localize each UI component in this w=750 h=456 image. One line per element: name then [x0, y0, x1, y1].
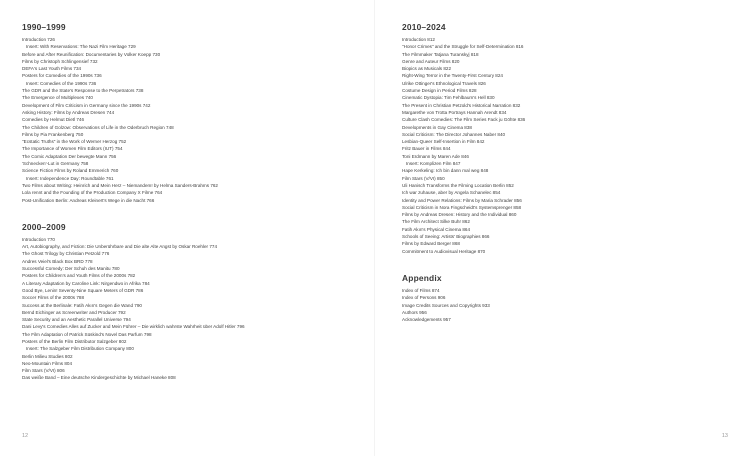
toc-entry: Lola rennt and the Founding of the Production Company X Filme 764	[22, 190, 163, 196]
toc-section	[402, 273, 634, 323]
toc-entry: Good Bye, Lenin! Seventy-Nine Square Meters of GDR 786	[22, 287, 144, 293]
toc-entry: Films by Pia Frankenberg 750	[22, 131, 84, 137]
section-title: 2000–2009	[22, 221, 66, 232]
toc-entry: Comedies by Helmut Dietl 746	[22, 117, 85, 123]
toc-entry: The Comic Adaptation Der bewegte Mann 756	[22, 153, 117, 159]
toc-entry: "Honor Crimes" and the Struggle for Self-Determination 816	[402, 44, 524, 50]
toc-entry: Uli Hanisch Transforms the Filming Location Berlin 852	[402, 182, 514, 188]
toc-section	[22, 222, 254, 382]
toc-entry: Image Credits Sources and Copyrights 933	[402, 302, 490, 308]
toc-entry-list	[22, 236, 254, 382]
toc-insert-entry: Insert: Comedies of the 1990s 736	[26, 80, 97, 86]
right-toc-column	[402, 22, 634, 341]
toc-entry: Acknowledgements 957	[402, 317, 451, 323]
toc-entry: Developments in Gay Cinema 838	[402, 124, 472, 130]
toc-entry: The Importance of Women Film Editors (IUT) 754	[22, 146, 123, 152]
toc-entry: Development of Film Criticism in Germany since the 1990s 742	[22, 102, 151, 108]
toc-entry: Costume Design in Period Films 828	[402, 88, 477, 94]
toc-entry: The Filmmaker Tatjana Turanskyj 818	[402, 51, 479, 57]
toc-entry: The Film Adaptation of Patrick Süskind's Novel Das Parfum 798	[22, 331, 152, 337]
toc-entry: Post-Unification Berlin: Andreas Kleinert's Wege in die Nacht 766	[22, 197, 155, 203]
section-title: 2010–2024	[402, 22, 446, 32]
toc-insert-entry: Insert: The Salzgeber Film Distribution Company 800	[26, 346, 134, 352]
toc-entry: Commitment to Audiovisual Heritage 870	[402, 248, 486, 254]
toc-entry: Schools of Seeing: Artists' Biographies 866	[402, 234, 490, 240]
toc-entry: Dani Levy's Comedies Alles auf Zucker and Mein Führer – Die wirklich wahrste Wahrheit über Adolf Hitler 796	[22, 324, 245, 330]
toc-entry: The Emergence of Multiplexes 740	[22, 95, 93, 101]
toc-section	[402, 22, 634, 255]
page-number-left: 12	[22, 433, 29, 439]
toc-entry: Posters for Children's and Youth Films of the 2000s 782	[22, 273, 136, 279]
section-title: 1990–1999	[22, 22, 66, 32]
toc-entry: Film Stars (V/VI) 806	[22, 368, 65, 374]
toc-entry: Toni Erdmann by Maren Ade 846	[402, 153, 469, 159]
toc-entry: Ulrike Ottinger's Ethnological Travels 826	[402, 80, 486, 86]
toc-section	[22, 22, 254, 204]
toc-entry: Andres Veiel's Black Box BRD 778	[22, 258, 93, 264]
left-toc-column	[22, 22, 254, 400]
toc-entry: The Children of Golzow: Observations of Life in the Oderbruch Region 748	[22, 124, 174, 130]
toc-entry: Success at the Berlinale: Fatih Akın's Gegen die Wand 790	[22, 302, 142, 308]
toc-entry: Identity and Power Relations: Films by Maria Schrader 856	[402, 197, 522, 203]
toc-entry: Bernd Eichinger as Screenwriter and Producer 792	[22, 309, 126, 315]
toc-entry: The Ghost Trilogy by Christian Petzold 776	[22, 251, 110, 257]
toc-entry: Berlin Milieu Studies 802	[22, 353, 73, 359]
toc-entry: Fatih Akın's Physical Cinema 864	[402, 226, 471, 232]
toc-entry: DEFA's Last Youth Films 734	[22, 66, 82, 72]
toc-entry: Before and After Reunification: Documentaries by Volker Koepp 730	[22, 51, 161, 57]
toc-entry: Genre and Auteur Films 820	[402, 58, 460, 64]
toc-insert-entry: Insert: Independence Day: Roundtable 761	[26, 175, 114, 181]
toc-entry: The Film Architect Silke Buhr 862	[402, 219, 470, 225]
toc-entry: Films by Christoph Schlingensief 732	[22, 58, 98, 64]
toc-entry: Science Fiction Films by Roland Emmerich 760	[22, 168, 119, 174]
toc-entry: Introduction 726	[22, 37, 55, 42]
toc-entry: State Security and an Aesthetic Parallel Universe 794	[22, 317, 131, 323]
toc-entry: Two Films about Writing: Heinrich and Mein Herz – Niemandem! by Helma Sanders-Brahms 762	[22, 182, 218, 188]
toc-entry: Ich war zuhause, aber by Angela Schanelec 854	[402, 190, 501, 196]
toc-entry: Margarethe von Trotta Portrays Hannah Arendt 834	[402, 109, 507, 115]
toc-entry: Introduction 812	[402, 37, 435, 42]
toc-entry: Index of Persons 906	[402, 295, 446, 301]
toc-entry: Hape Kerkeling: Ich bin dann mal weg 848	[402, 168, 489, 174]
toc-entry: Posters for Comedies of the 1990s 736	[22, 73, 102, 79]
toc-entry: Das weiße Band – Eine deutsche Kindergeschichte by Michael Haneke 808	[22, 375, 176, 381]
toc-entry: The GDR and the State's Response to the Perpetrators 738	[22, 88, 144, 94]
toc-entry: Culture Clash Comedies: The Film Series Fack ju Göhte 836	[402, 117, 526, 123]
toc-entry: Introduction 770	[22, 236, 55, 242]
toc-entry: Social Criticism in Nora Fingscheidt's Systemsprenger 858	[402, 204, 522, 210]
toc-entry: Films by Edward Berger 868	[402, 241, 460, 247]
toc-entry: Right-Wing Terror in the Twenty-First Century 824	[402, 73, 503, 79]
toc-entry: "Ecstatic Truths" in the Work of Werner Herzog 752	[22, 139, 127, 145]
toc-entry-list	[402, 287, 634, 323]
page-number-right: 13	[721, 433, 728, 439]
toc-entry: Asking History: Films by Andreas Dresen 744	[22, 109, 115, 115]
toc-entry: Fritz Bauer in Films 844	[402, 146, 451, 152]
toc-entry: Biopics as Musicals 822	[402, 66, 452, 72]
toc-insert-entry: Insert: With Reservations: The Nazi Film Heritage 729	[26, 44, 136, 50]
toc-entry: Successful Comedy: Der Schuh des Manitu 780	[22, 266, 120, 272]
toc-entry: Social Criticism: The Director Johannes Naber 840	[402, 131, 506, 137]
toc-entry-list	[402, 36, 634, 255]
toc-entry: Neo-Mountain Films 804	[22, 360, 73, 366]
toc-entry: Films by Andreas Dresen: History and the Individual 860	[402, 212, 517, 218]
toc-entry: Cinematic Dystopia: Tim Fehlbaum's Hell 830	[402, 95, 495, 101]
toc-insert-entry: Insert: Komplizen Film 847	[406, 161, 461, 167]
toc-entry: Lesbian-Queer Self-Insertion in Film 842	[402, 139, 485, 145]
toc-entry: The Present in Christian Petzold's Historical Narration 832	[402, 102, 521, 108]
toc-entry-list	[22, 36, 254, 204]
toc-entry: Posters of the Berlin Film Distributor Salzgeber 802	[22, 338, 127, 344]
toc-entry: Index of Films 874	[402, 287, 440, 293]
toc-entry: A Literary Adaptation by Caroline Link: Nirgendwo in Afrika 784	[22, 280, 150, 286]
toc-entry: Film Stars (V/VI) 850	[402, 175, 445, 181]
toc-entry: 'Schnecken'-Lut in Germany 758	[22, 161, 89, 167]
toc-entry: Art, Autobiography, and Fiction: Die Unberührbare and Die alte Alte Angst by Oskar Roehler 774	[22, 244, 218, 250]
toc-entry: Authors 956	[402, 309, 427, 315]
section-title: Appendix	[402, 272, 442, 283]
right-page	[375, 0, 750, 456]
toc-entry: Soccer Films of the 2000s 788	[22, 295, 85, 301]
